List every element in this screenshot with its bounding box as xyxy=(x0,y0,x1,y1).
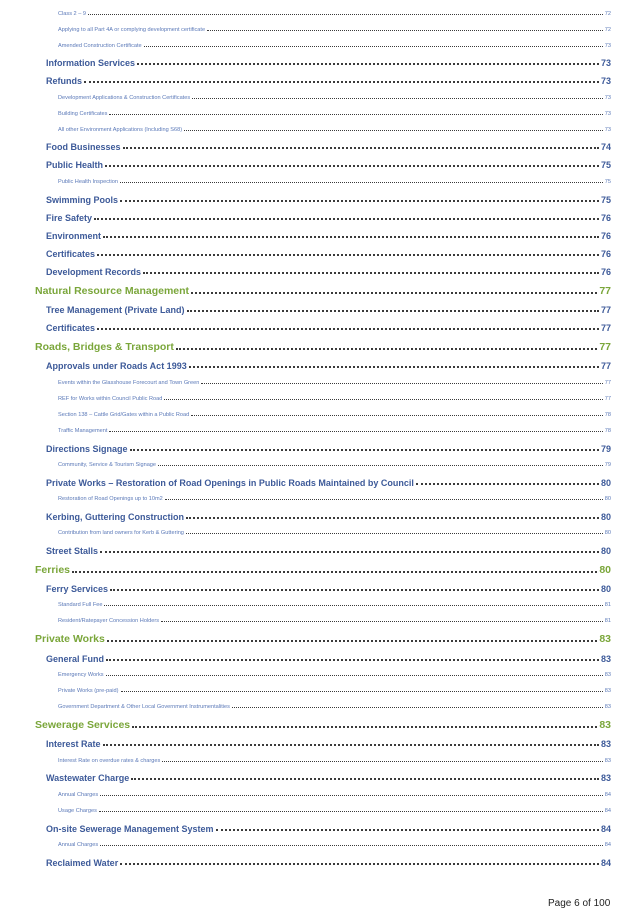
toc-subsection-entry[interactable] xyxy=(46,210,611,223)
toc-entry-title: Standard Full Fee xyxy=(58,602,103,608)
toc-entry-title: Natural Resource Management xyxy=(35,285,190,297)
toc-item-entry[interactable] xyxy=(58,598,611,608)
toc-page-number: 77 xyxy=(600,305,611,315)
toc-item-entry[interactable] xyxy=(58,804,611,814)
toc-entry-title: Section 138 – Cattle Grid/Gates within a Public Road xyxy=(58,412,190,418)
toc-page-number: 76 xyxy=(600,249,611,259)
toc-entry-title: Ferry Services xyxy=(46,584,109,594)
toc-page-number: 77 xyxy=(604,380,611,386)
toc-page-number: 76 xyxy=(600,267,611,277)
toc-page-number: 79 xyxy=(600,444,611,454)
toc-entry-title: Fire Safety xyxy=(46,213,93,223)
toc-entry-title: Usage Charges xyxy=(58,808,97,814)
toc-page-number: 76 xyxy=(600,213,611,223)
toc-item-entry[interactable] xyxy=(58,684,611,694)
toc-page-number: 80 xyxy=(604,530,611,536)
toc-entry-title: Building Certificates xyxy=(58,111,108,117)
toc-entry-title: Sewerage Services xyxy=(35,719,131,731)
toc-page-number: 80 xyxy=(604,496,611,502)
dot-leader xyxy=(94,218,599,220)
toc-page-number: 84 xyxy=(604,808,611,814)
toc-entry-title: Interest Rate on overdue rates & charges xyxy=(58,758,161,764)
toc-subsection-entry[interactable] xyxy=(46,441,611,454)
toc-page-number: 84 xyxy=(600,858,611,868)
toc-entry-title: Refunds xyxy=(46,76,82,86)
toc-entry-title: Information Services xyxy=(46,58,136,68)
toc-entry-title: Emergency Works xyxy=(58,672,104,678)
dot-leader xyxy=(104,605,602,606)
toc-page-number: 83 xyxy=(604,672,611,678)
toc-page-number: 83 xyxy=(600,654,611,664)
dot-leader xyxy=(110,589,599,591)
dot-leader xyxy=(106,659,599,661)
toc-subsection-entry[interactable] xyxy=(46,264,611,277)
dot-leader xyxy=(186,533,603,534)
toc-entry-title: Certificates xyxy=(46,249,96,259)
toc-entry-title: Public Health Inspection xyxy=(58,179,119,185)
dot-leader xyxy=(189,366,599,368)
toc-entry-title: Private Works (pre-paid) xyxy=(58,688,119,694)
toc-entry-title: Swimming Pools xyxy=(46,195,119,205)
toc-page-number: 81 xyxy=(604,618,611,624)
toc-page-number: 76 xyxy=(600,231,611,241)
toc-entry-title: Resident/Ratepayer Concession Holders xyxy=(58,618,160,624)
toc-subsection-entry[interactable] xyxy=(46,581,611,594)
dot-leader xyxy=(100,795,603,796)
toc-entry-title: Private Works – Restoration of Road Openings in Public Roads Maintained by Council xyxy=(46,478,414,488)
toc-item-entry[interactable] xyxy=(58,7,611,17)
toc-entry-title: Street Stalls xyxy=(46,546,99,556)
dot-leader xyxy=(131,778,599,780)
toc-item-entry[interactable] xyxy=(58,700,611,710)
toc-page-number: 75 xyxy=(604,179,611,185)
dot-leader xyxy=(109,114,602,115)
toc-page-number: 83 xyxy=(604,704,611,710)
dot-leader xyxy=(99,811,603,812)
toc-page-number: 84 xyxy=(600,824,611,834)
toc-entry-title: Development Records xyxy=(46,267,142,277)
toc-page-number: 84 xyxy=(604,792,611,798)
toc-page-number: 73 xyxy=(600,58,611,68)
toc-page-number: 80 xyxy=(600,478,611,488)
toc-entry-title: Interest Rate xyxy=(46,739,101,749)
toc-page-number: 73 xyxy=(604,43,611,49)
toc-entry-title: Approvals under Roads Act 1993 xyxy=(46,361,187,371)
toc-entry-title: Certificates xyxy=(46,323,96,333)
dot-leader xyxy=(186,517,599,519)
toc-page-number: 80 xyxy=(599,564,611,576)
toc-item-entry[interactable] xyxy=(58,492,611,502)
toc-subsection-entry[interactable] xyxy=(46,651,611,664)
toc-entry-title: Class 2 – 9 xyxy=(58,11,86,17)
toc-item-entry[interactable] xyxy=(58,107,611,117)
toc-page-number: 84 xyxy=(604,842,611,848)
dot-leader xyxy=(84,81,599,83)
dot-leader xyxy=(207,30,603,31)
toc-subsection-entry[interactable] xyxy=(46,139,611,152)
toc-page-number: 73 xyxy=(604,111,611,117)
dot-leader xyxy=(97,328,599,330)
toc-page-number: 72 xyxy=(604,11,611,17)
dot-leader xyxy=(88,14,603,15)
toc-subsection-entry[interactable] xyxy=(46,320,611,333)
toc-entry-title: All other Environment Applications (Including S68) xyxy=(58,127,183,133)
toc-entry-title: Tree Management (Private Land) xyxy=(46,305,185,315)
toc-subsection-entry[interactable] xyxy=(46,770,611,783)
toc-section-entry[interactable] xyxy=(35,339,611,353)
toc-page-number: 73 xyxy=(600,76,611,86)
toc-section-entry[interactable] xyxy=(35,631,611,645)
toc-page-number: 77 xyxy=(599,285,611,297)
toc-page-number: 80 xyxy=(600,584,611,594)
toc-entry-title: Development Applications & Construction Certificates xyxy=(58,95,191,101)
toc-item-entry[interactable] xyxy=(58,39,611,49)
dot-leader xyxy=(416,483,599,485)
toc-subsection-entry[interactable] xyxy=(46,736,611,749)
toc-section-entry[interactable] xyxy=(35,717,611,731)
toc-entry-title: Events within the Glasshouse Forecourt and Town Green xyxy=(58,380,200,386)
toc-entry-title: General Fund xyxy=(46,654,105,664)
dot-leader xyxy=(103,744,599,746)
toc-subsection-entry[interactable] xyxy=(46,55,611,68)
dot-leader xyxy=(130,449,599,451)
toc-section-entry[interactable] xyxy=(35,283,611,297)
toc-page-number: 83 xyxy=(599,633,611,645)
toc-entry-title: Reclaimed Water xyxy=(46,858,119,868)
toc-subsection-entry[interactable] xyxy=(46,246,611,259)
toc-item-entry[interactable] xyxy=(58,376,611,386)
toc-page-number: 83 xyxy=(604,758,611,764)
toc-entry-title: Directions Signage xyxy=(46,444,128,454)
toc-entry-title: Government Department & Other Local Government Instrumentalities xyxy=(58,704,230,710)
toc-entry-title: Public Health xyxy=(46,160,104,170)
toc-entry-title: Applying to all Part 4A or complying development certificate xyxy=(58,27,206,33)
toc-page-number: 73 xyxy=(604,95,611,101)
dot-leader xyxy=(103,236,599,238)
dot-leader xyxy=(132,726,597,728)
toc-entry-title: On-site Sewerage Management System xyxy=(46,824,214,834)
dot-leader xyxy=(121,691,603,692)
page-number-footer: Page 6 of 100 xyxy=(548,898,611,909)
toc-page-number: 72 xyxy=(604,27,611,33)
toc-page-number: 79 xyxy=(604,462,611,468)
toc-entry-title: Restoration of Road Openings up to 10m2 xyxy=(58,496,163,502)
toc-item-entry[interactable] xyxy=(58,123,611,133)
dot-leader xyxy=(120,182,603,183)
toc-item-entry[interactable] xyxy=(58,458,611,468)
dot-leader xyxy=(106,675,603,676)
toc-subsection-entry[interactable] xyxy=(46,509,611,522)
toc-item-entry[interactable] xyxy=(58,838,611,848)
toc-page-number: 78 xyxy=(604,412,611,418)
toc-item-entry[interactable] xyxy=(58,526,611,536)
dot-leader xyxy=(162,761,602,762)
toc-subsection-entry[interactable] xyxy=(46,192,611,205)
toc-subsection-entry[interactable] xyxy=(46,475,611,488)
toc-entry-title: Traffic Management xyxy=(58,428,108,434)
toc-item-entry[interactable] xyxy=(58,754,611,764)
dot-leader xyxy=(109,431,602,432)
dot-leader xyxy=(176,348,597,350)
toc-entry-title: Environment xyxy=(46,231,102,241)
toc-entry-title: Amended Construction Certificate xyxy=(58,43,142,49)
toc-subsection-entry[interactable] xyxy=(46,302,611,315)
toc-page-number: 83 xyxy=(599,719,611,731)
toc-item-entry[interactable] xyxy=(58,91,611,101)
dot-leader xyxy=(187,310,599,312)
toc-entry-title: Contribution from land owners for Kerb & Guttering xyxy=(58,530,184,536)
toc-item-entry[interactable] xyxy=(58,23,611,33)
toc-page-number: 74 xyxy=(600,142,611,152)
toc-subsection-entry[interactable] xyxy=(46,228,611,241)
toc-subsection-entry[interactable] xyxy=(46,855,611,868)
dot-leader xyxy=(232,707,603,708)
toc-item-entry[interactable] xyxy=(58,614,611,624)
toc-page-number: 73 xyxy=(604,127,611,133)
toc-subsection-entry[interactable] xyxy=(46,73,611,86)
toc-page-number: 80 xyxy=(600,546,611,556)
toc-section-entry[interactable] xyxy=(35,562,611,576)
toc-page-number: 83 xyxy=(600,739,611,749)
toc-entry-title: REF for Works within Council Public Road xyxy=(58,396,163,402)
dot-leader xyxy=(201,383,602,384)
dot-leader xyxy=(97,254,599,256)
dot-leader xyxy=(192,98,603,99)
dot-leader xyxy=(107,640,597,642)
dot-leader xyxy=(164,399,602,400)
dot-leader xyxy=(105,165,599,167)
toc-entry-title: Roads, Bridges & Transport xyxy=(35,341,174,353)
dot-leader xyxy=(120,863,599,865)
dot-leader xyxy=(100,845,603,846)
dot-leader xyxy=(191,415,603,416)
toc-entry-title: Annual Charges xyxy=(58,792,99,798)
toc-entry-title: Ferries xyxy=(35,564,71,576)
toc-item-entry[interactable] xyxy=(58,408,611,418)
dot-leader xyxy=(143,272,599,274)
dot-leader xyxy=(72,571,597,573)
toc-page-number: 78 xyxy=(604,428,611,434)
dot-leader xyxy=(184,130,603,131)
toc-entry-title: Wastewater Charge xyxy=(46,773,130,783)
toc-entry-title: Kerbing, Guttering Construction xyxy=(46,512,184,522)
toc-item-entry[interactable] xyxy=(58,424,611,434)
dot-leader xyxy=(165,499,603,500)
toc-subsection-entry[interactable] xyxy=(46,821,611,834)
dot-leader xyxy=(216,829,599,831)
toc-subsection-entry[interactable] xyxy=(46,358,611,371)
toc-item-entry[interactable] xyxy=(58,392,611,402)
toc-page-number: 77 xyxy=(600,361,611,371)
toc-page-number: 75 xyxy=(600,160,611,170)
toc-entry-title: Private Works xyxy=(35,633,105,645)
dot-leader xyxy=(158,465,603,466)
dot-leader xyxy=(191,292,597,294)
toc-subsection-entry[interactable] xyxy=(46,157,611,170)
toc-subsection-entry[interactable] xyxy=(46,543,611,556)
dot-leader xyxy=(120,200,599,202)
dot-leader xyxy=(100,551,599,553)
toc-page-number: 75 xyxy=(600,195,611,205)
toc-item-entry[interactable] xyxy=(58,788,611,798)
toc-page-number: 81 xyxy=(604,602,611,608)
toc-page-number: 80 xyxy=(600,512,611,522)
dot-leader xyxy=(123,147,599,149)
dot-leader xyxy=(144,46,603,47)
toc-page-number: 77 xyxy=(600,323,611,333)
toc-page-number: 83 xyxy=(604,688,611,694)
toc-entry-title: Food Businesses xyxy=(46,142,121,152)
dot-leader xyxy=(161,621,603,622)
toc-entry-title: Annual Charges xyxy=(58,842,99,848)
toc-entry-title: Community, Service & Tourism Signage xyxy=(58,462,157,468)
toc-page-number: 77 xyxy=(599,341,611,353)
toc-page-number: 77 xyxy=(604,396,611,402)
toc-page-number: 83 xyxy=(600,773,611,783)
dot-leader xyxy=(137,63,599,65)
toc-item-entry[interactable] xyxy=(58,175,611,185)
toc-item-entry[interactable] xyxy=(58,668,611,678)
